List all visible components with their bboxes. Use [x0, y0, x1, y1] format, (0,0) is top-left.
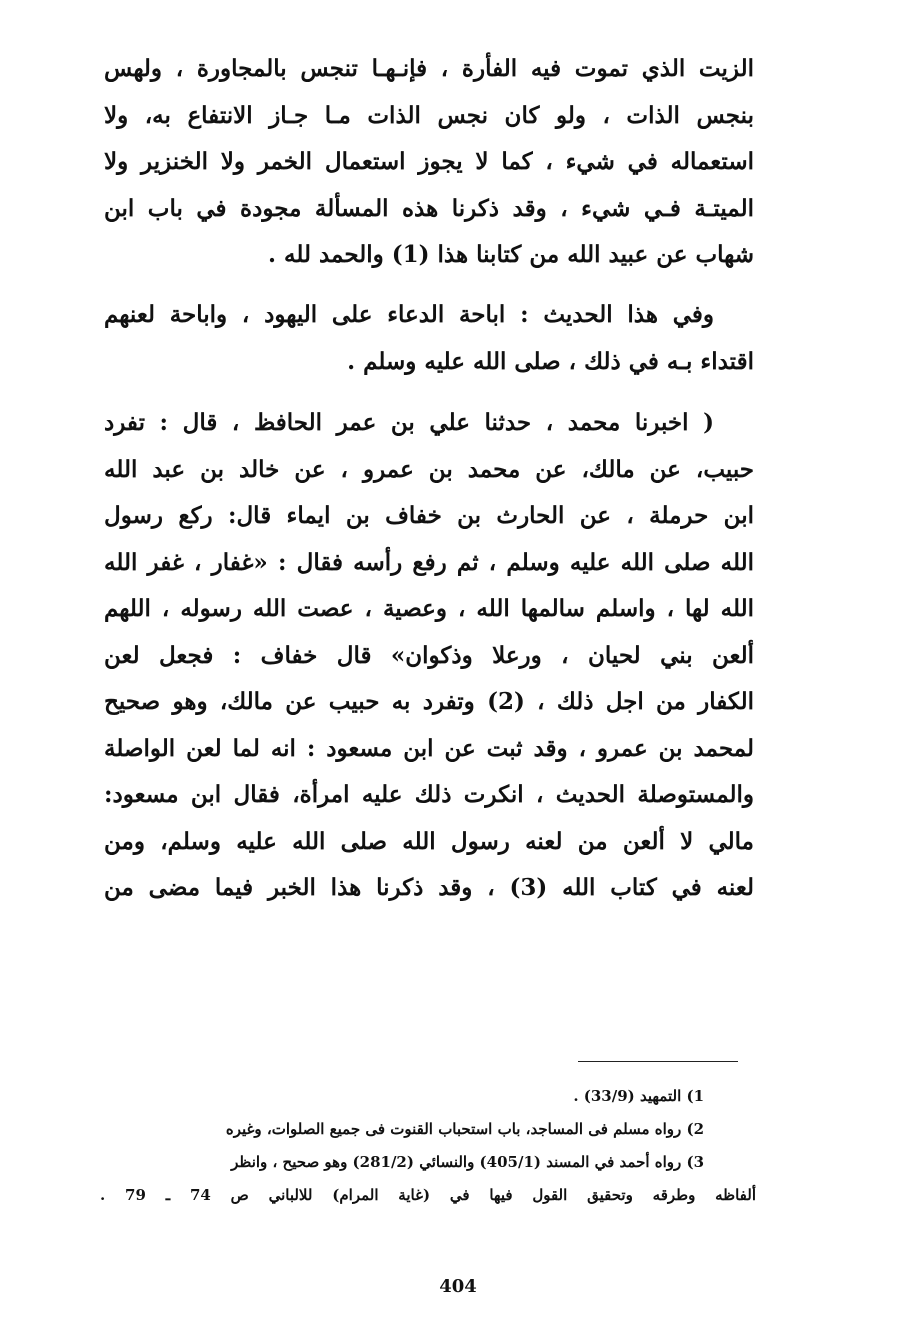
- footnote: 3) رواه أحمد في المسند (405/1) والنسائي (281/2) وهو صحيح ، وانظر: [231, 1153, 704, 1171]
- page-number: 404: [439, 1276, 477, 1297]
- text-line: وفي هذا الحديث : اباحة الدعاء على اليهود ، واباحة لعنهم: [104, 301, 714, 328]
- footnotes: [100, 1080, 756, 1212]
- text-line: شهاب عن عبيد الله من كتابنا هذا (1) والحمد لله .: [268, 241, 754, 268]
- footnote-continuation: ألفاظه وطرقه وتحقيق القول فيها في (غاية المرام) للالباني ص 74 ـ 79 .: [100, 1186, 757, 1204]
- text-line: لعنه في كتاب الله (3) ، وقد ذكرنا هذا الخبر فيما مضى من: [104, 874, 754, 901]
- paragraph-2: [104, 292, 754, 385]
- text-line: الكفار من اجل ذلك ، (2) وتفرد به حبيب عن مالك، وهو صحيح: [104, 688, 754, 715]
- text-line: حبيب، عن مالك، عن محمد بن عمرو ، عن خالد بن عبد الله: [104, 455, 754, 483]
- paragraph-1: [104, 46, 754, 279]
- footnote: 1) التمهيد (33/9) .: [573, 1087, 704, 1105]
- text-line: لمحمد بن عمرو ، وقد ثبت عن ابن مسعود : انه لما لعن الواصلة: [104, 734, 754, 762]
- text-line: ألعن بني لحيان ، ورعلا وذكوان» قال خفاف : فجعل لعن: [104, 641, 754, 669]
- text-line: ابن حرملة ، عن الحارث بن خفاف بن ايماء قال: ركع رسول: [104, 502, 754, 529]
- paragraph-3: [104, 400, 754, 912]
- text-line: الميتـة فـي شيء ، وقد ذكرنا هذه المسألة مجودة في باب ابن: [104, 194, 754, 222]
- text-line: الله صلى الله عليه وسلم ، ثم رفع رأسه فقال : «غفار ، غفر الله: [104, 548, 754, 576]
- text-line: استعماله في شيء ، كما لا يجوز استعمال الخمر ولا الخنزير ولا: [104, 148, 754, 175]
- footnote: 2) رواه مسلم فى المساجد، باب استحباب القنوت فى جميع الصلوات، وغيره: [225, 1120, 704, 1138]
- footnote-divider: [578, 1061, 738, 1062]
- text-line: الله لها ، واسلم سالمها الله ، وعصية ، عصت الله رسوله ، اللهم: [104, 595, 754, 622]
- text-line: بنجس الذات ، ولو كان نجس الذات مـا جـاز الانتفاع به، ولا: [104, 101, 754, 129]
- text-line: والمستوصلة الحديث ، انكرت ذلك عليه امرأة، فقال ابن مسعود:: [104, 781, 754, 808]
- text-line: ( اخبرنا محمد ، حدثنا علي بن عمر الحافظ ، قال : تفرد: [104, 409, 714, 436]
- text-line: اقتداء بـه في ذلك ، صلى الله عليه وسلم .: [347, 347, 754, 375]
- text-line: مالي لا ألعن من لعنه رسول الله صلى الله عليه وسلم، ومن: [104, 827, 754, 855]
- text-line: الزيت الذي تموت فيه الفأرة ، فإنـهـا تنجس بالمجاورة ، ولهس: [104, 55, 754, 82]
